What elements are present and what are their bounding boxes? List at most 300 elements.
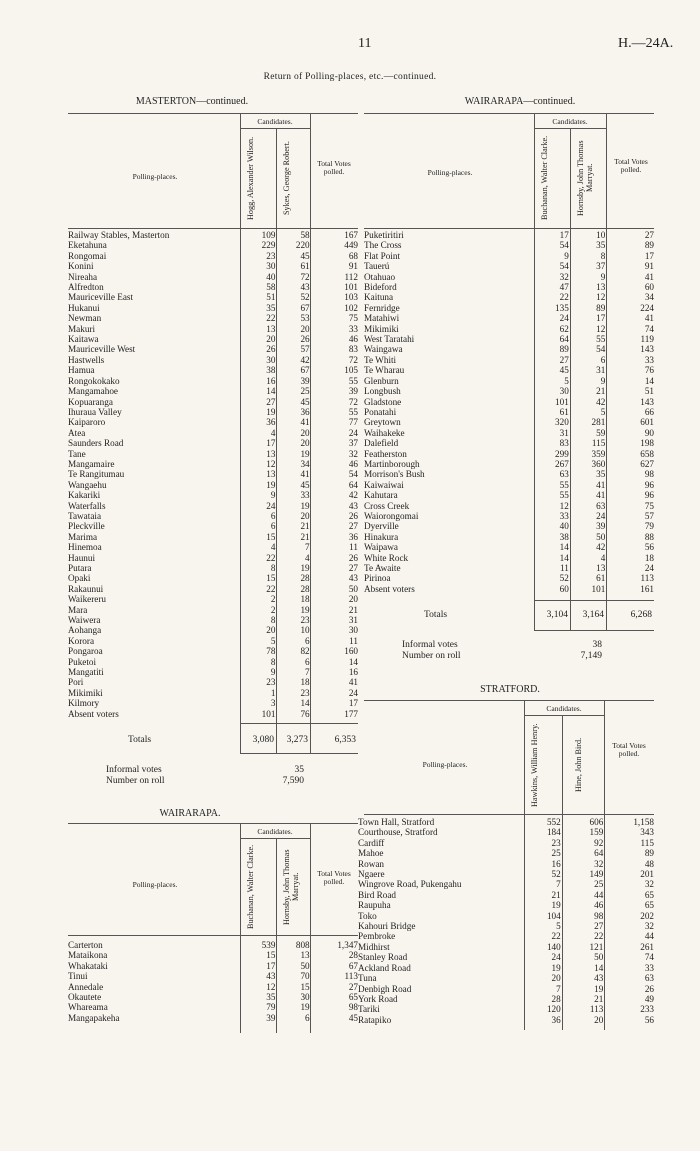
votes-candidate-1: 20 [266, 625, 276, 636]
votes-candidate-1: 27 [559, 354, 569, 365]
votes-candidate-2: 20 [300, 510, 310, 521]
table-row [362, 469, 656, 479]
polling-place: Whakataki [68, 960, 108, 971]
votes-total: 26 [644, 983, 654, 994]
table-row [66, 251, 360, 261]
polling-place: White Rock [364, 552, 409, 563]
votes-candidate-1: 3 [270, 698, 276, 709]
votes-total: 18 [644, 552, 654, 563]
votes-total: 45 [348, 1012, 358, 1023]
votes-total: 31 [348, 615, 358, 626]
polling-place: The Cross [364, 240, 402, 251]
votes-total: 161 [640, 583, 654, 594]
votes-candidate-1: 14 [266, 386, 276, 397]
votes-candidate-2: 121 [589, 941, 604, 952]
polling-place: Waterfalls [68, 500, 106, 511]
polling-place: Mauriceville East [68, 292, 134, 303]
votes-candidate-2: 19 [300, 448, 310, 459]
polling-place: Hukanui [68, 302, 100, 313]
polling-place: Glenburn [364, 375, 399, 386]
polling-place: Atea [68, 427, 86, 438]
table-row [362, 334, 656, 344]
polling-place: Putara [68, 563, 92, 573]
table-row [356, 963, 656, 973]
votes-candidate-2: 50 [300, 960, 310, 971]
table-row [362, 386, 656, 396]
votes-candidate-1: 36 [266, 417, 276, 428]
votes-candidate-1: 52 [559, 573, 569, 584]
votes-candidate-2: 5 [600, 406, 606, 417]
votes-total: 98 [644, 469, 654, 480]
votes-candidate-1: 22 [551, 931, 561, 942]
votes-total: 115 [640, 837, 654, 848]
page-title: Return of Polling-places, etc.—continued. [263, 72, 437, 82]
votes-candidate-2: 35 [596, 469, 606, 480]
votes-candidate-2: 26 [300, 334, 310, 345]
votes-candidate-1: 2 [270, 604, 276, 615]
votes-candidate-2: 82 [300, 646, 310, 657]
polling-place: Whareama [68, 1002, 108, 1013]
votes-candidate-1: 19 [551, 900, 561, 911]
votes-candidate-1: 184 [546, 827, 561, 838]
votes-total: 343 [640, 827, 654, 838]
votes-candidate-1: 15 [266, 573, 276, 584]
votes-candidate-1: 26 [266, 344, 276, 355]
table-row [356, 1015, 656, 1025]
wairarapa-cont-totals-label: Totals [424, 610, 448, 620]
votes-total: 77 [348, 417, 358, 428]
votes-total: 601 [640, 417, 654, 428]
table-row [362, 428, 656, 438]
votes-candidate-2: 46 [594, 900, 604, 911]
table-row [362, 261, 656, 271]
table-row [362, 573, 656, 583]
votes-total: 1,158 [633, 817, 654, 827]
table-row [66, 667, 360, 677]
wairarapa-places-header: Polling-places. [132, 880, 178, 889]
votes-candidate-2: 9 [600, 271, 606, 282]
votes-candidate-1: 33 [559, 510, 569, 521]
votes-candidate-2: 42 [300, 354, 310, 365]
polling-place: Waikereru [68, 594, 107, 605]
table-row [66, 542, 360, 552]
wairarapa-title: WAIRARAPA. [159, 808, 221, 819]
polling-place: Kaituna [364, 292, 394, 303]
votes-candidate-1: 54 [559, 261, 569, 272]
table-row [66, 282, 360, 292]
polling-place: Rowan [358, 858, 385, 869]
votes-total: 627 [640, 458, 654, 469]
table-row [356, 827, 656, 837]
polling-place: Waingawa [364, 344, 403, 355]
page-number: 11 [358, 36, 372, 51]
votes-candidate-1: 19 [266, 406, 276, 417]
polling-place: Tinui [68, 971, 88, 982]
votes-candidate-1: 36 [551, 1014, 561, 1025]
table-row [66, 324, 360, 334]
votes-total: 14 [348, 656, 358, 667]
wairarapa-total-header: Total Votes polled. [317, 869, 351, 886]
votes-total: 14 [644, 375, 654, 386]
wairarapa-cont-total-all: 6,268 [630, 610, 652, 620]
votes-candidate-1: 9 [270, 490, 276, 501]
votes-candidate-2: 9 [600, 375, 606, 386]
masterton-total-cand2: 3,273 [286, 735, 308, 745]
polling-place: Pongaroa [68, 646, 103, 657]
polling-place: Carterton [68, 940, 103, 950]
table-row [356, 817, 656, 827]
votes-candidate-1: 51 [266, 292, 276, 303]
polling-place: Annedale [68, 981, 104, 992]
votes-candidate-2: 30 [300, 992, 310, 1003]
votes-candidate-1: 552 [546, 817, 561, 827]
votes-candidate-2: 21 [300, 531, 310, 542]
votes-candidate-1: 4 [270, 542, 276, 553]
votes-candidate-1: 19 [551, 962, 561, 973]
votes-candidate-2: 52 [300, 292, 310, 303]
votes-candidate-1: 64 [559, 334, 569, 345]
stratford-candidate-2: Hine, John Bird. [574, 737, 583, 793]
wairarapa-cont-roll-value: 7,149 [580, 651, 602, 661]
votes-total: 34 [644, 292, 654, 303]
polling-place: Kakariki [68, 490, 101, 501]
votes-candidate-1: 31 [559, 427, 569, 438]
polling-place: Ngaere [358, 869, 385, 880]
votes-candidate-2: 281 [591, 417, 606, 428]
votes-candidate-1: 28 [551, 993, 561, 1004]
votes-candidate-1: 24 [266, 500, 276, 511]
votes-candidate-2: 41 [596, 479, 606, 490]
votes-total: 43 [348, 500, 358, 511]
table-row [362, 240, 656, 250]
votes-candidate-1: 1 [270, 687, 276, 698]
polling-place: Hastwells [68, 354, 105, 365]
votes-candidate-2: 59 [596, 427, 606, 438]
votes-candidate-2: 58 [300, 230, 310, 240]
votes-candidate-2: 21 [596, 386, 606, 397]
votes-candidate-2: 89 [596, 302, 606, 313]
votes-candidate-2: 28 [300, 583, 310, 594]
table-row [66, 698, 360, 708]
votes-total: 27 [348, 563, 358, 573]
polling-place: Tane [68, 448, 86, 459]
votes-total: 63 [644, 973, 654, 984]
polling-place: Pori [68, 677, 84, 688]
votes-candidate-2: 14 [300, 698, 310, 709]
votes-candidate-2: 12 [596, 292, 606, 303]
votes-candidate-2: 6 [305, 1012, 310, 1023]
votes-total: 143 [640, 396, 654, 407]
votes-total: 102 [344, 302, 358, 313]
votes-total: 65 [348, 992, 358, 1003]
votes-candidate-2: 359 [591, 448, 606, 459]
votes-total: 43 [348, 573, 358, 584]
votes-candidate-1: 52 [551, 869, 561, 880]
wairarapa-cont-table [362, 230, 656, 594]
votes-candidate-2: 149 [589, 869, 604, 880]
polling-place: Hinakura [364, 531, 399, 542]
votes-total: 91 [348, 261, 358, 272]
table-row [362, 417, 656, 427]
table-row [362, 438, 656, 448]
votes-candidate-1: 13 [266, 448, 276, 459]
votes-total: 41 [348, 677, 358, 688]
votes-candidate-2: 45 [300, 396, 310, 407]
votes-total: 50 [348, 583, 358, 594]
votes-candidate-2: 37 [596, 261, 606, 272]
votes-total: 83 [348, 344, 358, 355]
votes-total: 105 [344, 365, 358, 376]
polling-place: Haunui [68, 552, 96, 563]
table-row [362, 230, 656, 240]
wairarapa-cont-totals-bottom-rule [534, 630, 654, 631]
votes-candidate-1: 55 [559, 479, 569, 490]
stratford-title: STRATFORD. [480, 684, 540, 695]
polling-place: Rakaunui [68, 583, 104, 594]
polling-place: Korora [68, 635, 95, 646]
polling-place: Gladstone [364, 396, 402, 407]
table-row [66, 511, 360, 521]
table-row [66, 950, 360, 960]
polling-place: Featherston [364, 448, 407, 459]
polling-place: Bideford [364, 282, 397, 293]
votes-candidate-1: 8 [270, 615, 276, 626]
votes-candidate-2: 360 [591, 458, 606, 469]
votes-candidate-2: 23 [300, 615, 310, 626]
masterton-table [66, 230, 360, 719]
votes-candidate-2: 20 [300, 427, 310, 438]
table-row [66, 417, 360, 427]
polling-place: Hamua [68, 365, 95, 376]
votes-candidate-2: 41 [596, 490, 606, 501]
polling-place: Absent voters [68, 708, 119, 719]
polling-place: Marima [68, 531, 98, 542]
table-row [66, 646, 360, 656]
votes-candidate-2: 44 [594, 889, 604, 900]
table-row [356, 911, 656, 921]
table-row [362, 532, 656, 542]
votes-total: 233 [640, 1004, 654, 1015]
votes-total: 112 [344, 271, 358, 282]
votes-total: 44 [644, 931, 654, 942]
votes-candidate-1: 22 [266, 552, 276, 563]
polling-place: Tariki [358, 1004, 380, 1015]
votes-candidate-2: 22 [594, 931, 604, 942]
votes-total: 56 [644, 1014, 654, 1025]
votes-candidate-2: 72 [300, 271, 310, 282]
votes-total: 41 [644, 313, 654, 324]
table-row [66, 982, 360, 992]
polling-place: Aohanga [68, 625, 102, 636]
polling-place: Absent voters [364, 583, 415, 594]
votes-candidate-1: 83 [559, 438, 569, 449]
stratford-places-header: Polling-places. [422, 760, 468, 769]
votes-total: 41 [644, 271, 654, 282]
votes-total: 96 [644, 490, 654, 501]
polling-place: Hinemoa [68, 542, 102, 553]
votes-total: 76 [644, 365, 654, 376]
table-row [66, 230, 360, 240]
votes-candidate-2: 67 [300, 302, 310, 313]
masterton-candidate-2: Sykes, George Robert. [282, 141, 291, 215]
table-row [66, 469, 360, 479]
table-row [356, 848, 656, 858]
votes-candidate-1: 17 [266, 960, 276, 971]
polling-place: Wingrove Road, Pukengahu [358, 879, 462, 890]
votes-total: 113 [640, 573, 654, 584]
polling-place: Eketahuna [68, 240, 107, 251]
votes-candidate-1: 45 [559, 365, 569, 376]
table-row [66, 365, 360, 375]
votes-total: 66 [644, 406, 654, 417]
votes-candidate-2: 18 [300, 594, 310, 605]
stratford-candidates-header: Candidates. [546, 704, 582, 713]
table-row [66, 615, 360, 625]
table-row [362, 251, 656, 261]
votes-total: 26 [348, 552, 358, 563]
table-row [362, 490, 656, 500]
polling-place: Konini [68, 261, 94, 272]
votes-total: 74 [644, 323, 654, 334]
votes-candidate-1: 140 [546, 941, 561, 952]
votes-total: 65 [644, 900, 654, 911]
votes-candidate-2: 115 [591, 438, 606, 449]
votes-total: 55 [348, 375, 358, 386]
wairarapa-cont-candidate-1: Buchanan, Walter Clarke. [540, 135, 549, 221]
votes-candidate-2: 21 [594, 993, 604, 1004]
votes-candidate-1: 104 [546, 910, 561, 921]
table-row [66, 272, 360, 282]
votes-total: 449 [344, 240, 358, 251]
polling-place: Nireaha [68, 271, 98, 282]
votes-total: 224 [640, 302, 654, 313]
wairarapa-header-top-rule [68, 823, 358, 824]
table-row [362, 511, 656, 521]
votes-total: 36 [348, 531, 358, 542]
votes-candidate-1: 5 [270, 635, 276, 646]
votes-candidate-1: 27 [266, 396, 276, 407]
votes-candidate-2: 19 [300, 563, 310, 573]
wairarapa-candidates-header: Candidates. [257, 827, 293, 836]
votes-total: 167 [344, 230, 358, 240]
votes-candidate-1: 79 [266, 1002, 276, 1013]
votes-total: 79 [644, 521, 654, 532]
polling-place: Rongokokako [68, 375, 120, 386]
polling-place: Opaki [68, 573, 91, 584]
polling-place: Courthouse, Stratford [358, 827, 438, 838]
votes-candidate-2: 43 [300, 282, 310, 293]
votes-candidate-2: 41 [300, 417, 310, 428]
votes-candidate-2: 45 [300, 250, 310, 261]
masterton-informal-label: Informal votes [106, 765, 162, 775]
polling-place: Matahiwi [364, 313, 400, 324]
table-row [356, 952, 656, 962]
polling-place: Newman [68, 313, 102, 324]
votes-candidate-1: 20 [266, 334, 276, 345]
votes-total: 24 [644, 563, 654, 573]
polling-place: Martinborough [364, 458, 420, 469]
masterton-total-all: 6,353 [334, 735, 356, 745]
votes-candidate-1: 14 [559, 552, 569, 563]
table-row [66, 376, 360, 386]
votes-candidate-2: 76 [300, 708, 310, 719]
masterton-candidates-rule [240, 128, 310, 129]
votes-candidate-2: 19 [300, 1002, 310, 1013]
polling-place: Flat Point [364, 250, 400, 261]
masterton-places-header: Polling-places. [132, 172, 178, 181]
votes-candidate-2: 12 [596, 323, 606, 334]
table-row [362, 313, 656, 323]
table-row [356, 879, 656, 889]
votes-total: 72 [348, 354, 358, 365]
votes-candidate-2: 19 [594, 983, 604, 994]
polling-place: Tauerú [364, 261, 390, 272]
votes-candidate-2: 6 [305, 635, 310, 646]
wairarapa-candidate-1: Buchanan, Walter Clarke. [246, 844, 255, 930]
votes-total: 177 [344, 708, 358, 719]
votes-candidate-1: 62 [559, 323, 569, 334]
votes-candidate-1: 39 [266, 1012, 276, 1023]
polling-place: Mahoe [358, 848, 384, 859]
votes-total: 11 [349, 542, 358, 553]
polling-place: Ratapiko [358, 1014, 392, 1025]
votes-total: 57 [644, 510, 654, 521]
votes-candidate-1: 267 [555, 458, 569, 469]
votes-candidate-2: 6 [600, 354, 606, 365]
masterton-candidate-1: Hogg, Alexander Wilson. [246, 136, 255, 220]
votes-candidate-1: 6 [270, 510, 276, 521]
wairarapa-cont-title: WAIRARAPA—continued. [464, 96, 576, 107]
votes-candidate-2: 24 [596, 510, 606, 521]
table-row [362, 480, 656, 490]
table-row [362, 501, 656, 511]
votes-candidate-2: 28 [300, 573, 310, 584]
table-row [66, 480, 360, 490]
votes-candidate-2: 13 [596, 563, 606, 573]
document-reference: H.—24A. [618, 36, 674, 51]
votes-total: 75 [348, 313, 358, 324]
table-row [66, 625, 360, 635]
table-row [66, 940, 360, 950]
polling-place: Puketoi [68, 656, 97, 667]
votes-candidate-1: 21 [551, 889, 561, 900]
polling-place: Kaitawa [68, 334, 99, 345]
votes-total: 98 [348, 1002, 358, 1013]
votes-candidate-2: 54 [596, 344, 606, 355]
votes-candidate-2: 19 [300, 604, 310, 615]
votes-candidate-2: 25 [594, 879, 604, 890]
polling-place: Dalefield [364, 438, 399, 449]
votes-candidate-2: 606 [589, 817, 604, 827]
votes-total: 75 [644, 500, 654, 511]
table-row [66, 992, 360, 1002]
votes-candidate-1: 2 [270, 594, 276, 605]
table-row [362, 397, 656, 407]
votes-candidate-1: 229 [261, 240, 276, 251]
polling-place: Mara [68, 604, 88, 615]
votes-candidate-1: 5 [556, 921, 561, 932]
votes-candidate-2: 43 [594, 973, 604, 984]
votes-candidate-1: 17 [559, 230, 569, 240]
votes-total: 17 [348, 698, 358, 709]
polling-place: Pembroke [358, 931, 396, 942]
votes-candidate-2: 17 [596, 313, 606, 324]
votes-total: 658 [640, 448, 654, 459]
votes-candidate-1: 16 [551, 858, 561, 869]
votes-candidate-2: 36 [300, 406, 310, 417]
wairarapa-header-bottom-rule [68, 935, 358, 936]
votes-candidate-1: 539 [261, 940, 276, 950]
